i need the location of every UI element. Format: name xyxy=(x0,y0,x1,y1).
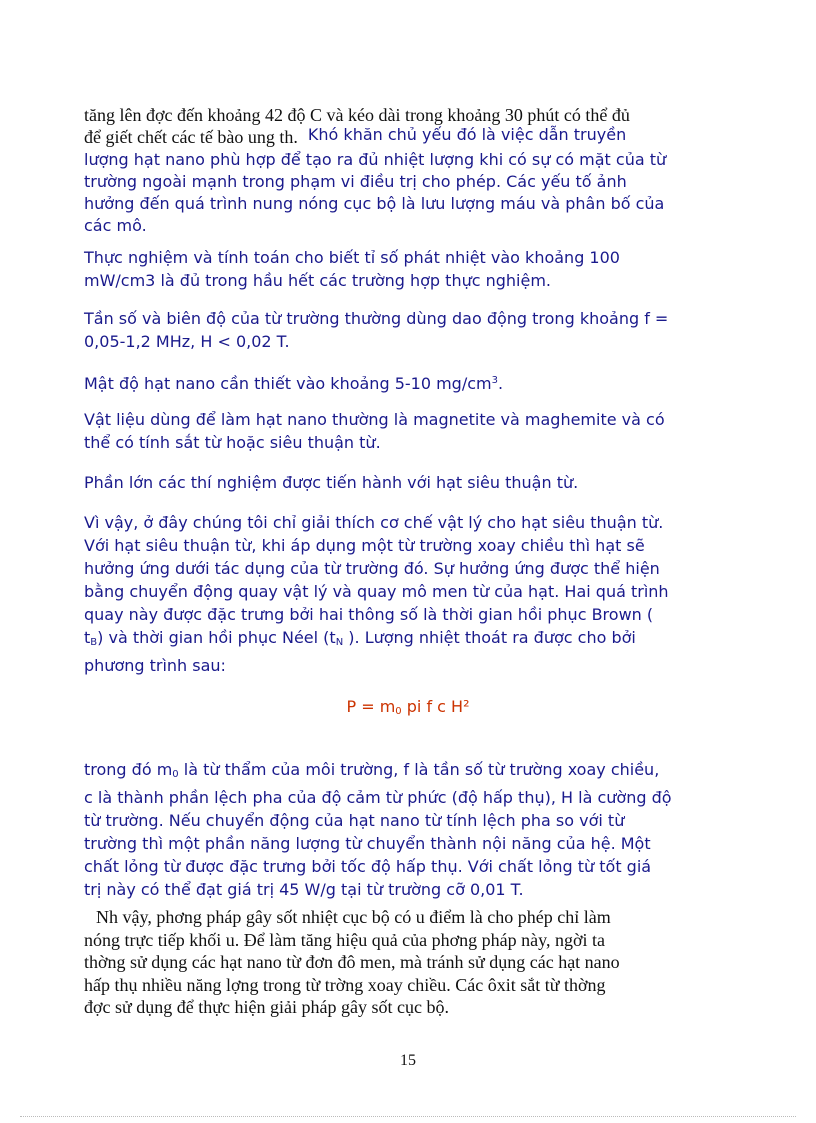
paragraph-phan-lon: Phần lớn các thí nghiệm được tiến hành với hạt siêu thuận từ. xyxy=(84,473,579,492)
paragraph-final: Nh vậy, phơng pháp gây sốt nhiệt cục bộ có u điểm là cho phép chỉ làm nóng trực tiếp khối u. Để làm tăng hiệu quả của phơng pháp này, ngời ta thờng sử dụng các hạt nano từ đơn đô men, mà tránh sử dụng các hạt nano hấp thụ nhiều năng lợng trong từ trờng xoay chiều. Các ôxit sắt từ thờng đợc sử dụng để thực hiện giải pháp gây sốt cục bộ. xyxy=(84,907,620,1017)
paragraph-mat-do: Mật độ hạt nano cần thiết vào khoảng 5-10 $mg/cm^3$. xyxy=(84,374,504,393)
intro-line-5: hưởng đến quá trình nung nóng cục bộ là lưu lượng máu và phân bố của xyxy=(84,194,665,213)
intro-line-1: tăng lên đợc đến khoảng 42 độ C và kéo dài trong khoảng 30 phút có thể đủ xyxy=(84,105,630,125)
intro-line-6: các mô. xyxy=(84,216,147,235)
footer-divider xyxy=(20,1116,796,1117)
page-number: 15 xyxy=(400,1052,416,1069)
paragraph-vi-vay: Vì vậy, ở đây chúng tôi chỉ giải thích cơ chế vật lý cho hạt siêu thuận từ. Với hạt siêu thuận từ, khi áp dụng một từ trường xoay chiều thì hạt sẽ hưởng ứng dưới tác dụng của từ trường đó. Sự hưởng ứng được thể hiện bằng chuyển động quay vật lý và quay mô men từ của hạt. Hai quá trình quay này được đặc trưng bởi hai thông số là thời gian hồi phục Brown ( $t_B$) và thời gian hồi phục Néel ($t_N$ ). Lượng nhiệt thoát ra được cho bởi phương trình sau: xyxy=(84,513,669,675)
paragraph-trong-do: trong đó $m_0$ là từ thẩm của môi trường, f là tần số từ trường xoay chiều, c là thành phần lệch pha của độ cảm từ phức (độ hấp thụ), H là cường độ từ trường. Nếu chuyển động của hạt nano từ tính lệch pha so với từ trường thì một phần năng lượng từ chuyển thành nội năng của hệ. Một chất lỏng từ được đặc trưng bởi tốc độ hấp thụ. Với chất lỏng từ tốt giá trị này có thể đạt giá trị 45 W/g tại từ trường cỡ 0,01 T. xyxy=(84,760,672,899)
formula-heat: $P = m_0$ pi f c H² xyxy=(346,697,470,717)
intro-line-3: lượng hạt nano phù hợp để tạo ra đủ nhiệt lượng khi có sự có mặt của từ xyxy=(84,150,667,169)
intro-line-2: để giết chết các tế bào ung th. Khó khăn chủ yếu đó là việc dẫn truyền xyxy=(84,125,627,147)
paragraph-thuc-nghiem: Thực nghiệm và tính toán cho biết tỉ số phát nhiệt vào khoảng 100 mW/cm3 là đủ trong hầu hết các trường hợp thực nghiệm. xyxy=(84,248,620,290)
intro-line-4: trường ngoài mạnh trong phạm vi điều trị cho phép. Các yếu tố ảnh xyxy=(84,172,627,191)
intro-paragraph xyxy=(84,104,744,237)
paragraph-vat-lieu: Vật liệu dùng để làm hạt nano thường là magnetite và maghemite và có thể có tính sắt từ hoặc siêu thuận từ. xyxy=(84,410,665,452)
paragraph-tan-so: Tần số và biên độ của từ trường thường dùng dao động trong khoảng f = 0,05-1,2 MHz, H < 0,02 T. xyxy=(84,309,669,351)
